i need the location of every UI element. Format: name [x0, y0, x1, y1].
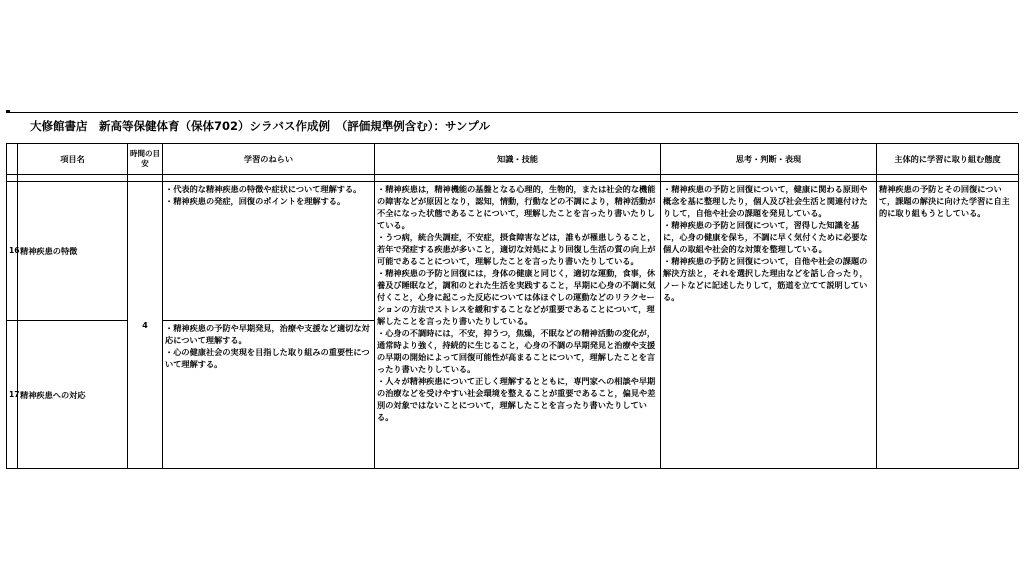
knowledge-text: ・精神疾患は，精神機能の基盤となる心理的，生物的，または社会的な機能の障害などが原因となり，認知，情動，行動などの不調により，精神活動が不全になった状態であることについて，理解したことを言ったり書いたりしている。 ・うつ病，統合失調症，不安症，摂食障害などは，誰もが罹患しうること，若年で発症する疾患が多いこと，適切な対処により回復し生活の質の向上が可能であることについて，理解したことを言ったり書いたりしている。 ・精神疾患の予防と回復には，身体の健康と同じく，適切な運動，食事，休養及び睡眠など，調和のとれた生活を実践すること，早期に心身の不調に気付くこと，心身に起こった反応については体ほぐしの運動などのリラクセーションの方法でストレスを緩和することなどが重要であることについて，理解したことを言ったり書いたりしている。 ・心身の不調時には，不安，抑うつ，焦燥，不眠などの精神活動の変化が，通常時より強く，持続的に生じること，心身の不調の早期発見と治療や支援の早期の開始によって回復可能性が高まることについて，理解したことを言ったり書いたりしている。 ・人々が精神疾患について正しく理解するとともに，専門家への相談や早期の治療などを受けやすい社会環境を整えることが重要であること，偏見や差別の対象ではないことについて，理解したことを言ったり書いたりしている。	[377, 184, 656, 422]
header-aims: 学習のねらい	[163, 144, 375, 175]
row-aims	[163, 182, 375, 321]
header-knowledge: 知識・技能	[375, 144, 661, 175]
header-thinking: 思考・判断・表現	[661, 144, 877, 175]
attitude-cell	[877, 182, 1019, 469]
header-item-name: 項目名	[18, 144, 128, 175]
row-item-name: 精神疾患への対応	[18, 321, 128, 469]
row-item-name: 精神疾患の特徴	[18, 182, 128, 321]
row-number: 17	[7, 321, 18, 469]
page-title: 大修館書店 新高等保健体育（保体702）シラバス作成例 （評価規準例含む）：サンプル	[30, 119, 490, 133]
row-number: 16	[7, 182, 18, 321]
row-aims	[163, 321, 375, 469]
spacer-row	[7, 175, 1019, 182]
syllabus-table	[6, 143, 1019, 469]
thinking-cell	[661, 182, 877, 469]
aims-text: ・精神疾患の予防や早期発見，治療や支援など適切な対応について理解する。 ・心の健康社会の実現を目指した取り組みの重要性について理解する。	[165, 323, 370, 369]
header-number	[7, 144, 18, 175]
attitude-text: 精神疾患の予防とその回復について，課題の解決に向けた学習に自主的に取り組もうとしている。	[879, 184, 1010, 218]
header-attitude: 主体的に学習に取り組む態度	[877, 144, 1019, 175]
thinking-text: ・精神疾患の予防と回復について，健康に関わる原則や概念を基に整理したり，個人及び社会生活と関連付けたりして，自他や社会の課題を発見している。 ・精神疾患の予防と回復について，習得した知識を基に，心身の健康を保ち，不調に早く気付くために必要な個人の取組や社会的な対策を整理している。 ・精神疾患の予防と回復について，自他や社会の課題の解決方法と，それを選択した理由などを話し合ったり，ノートなどに記述したりして，筋道を立てて説明している。	[663, 184, 868, 302]
knowledge-cell	[375, 182, 661, 469]
header-hours: 時間の目安	[128, 144, 163, 175]
table-row	[7, 182, 1019, 321]
hours-cell: 4	[128, 182, 163, 469]
aims-text: ・代表的な精神疾患の特徴や症状について理解する。 ・精神疾患の発症，回復のポイントを理解する。	[165, 184, 362, 206]
header-row	[7, 144, 1019, 175]
